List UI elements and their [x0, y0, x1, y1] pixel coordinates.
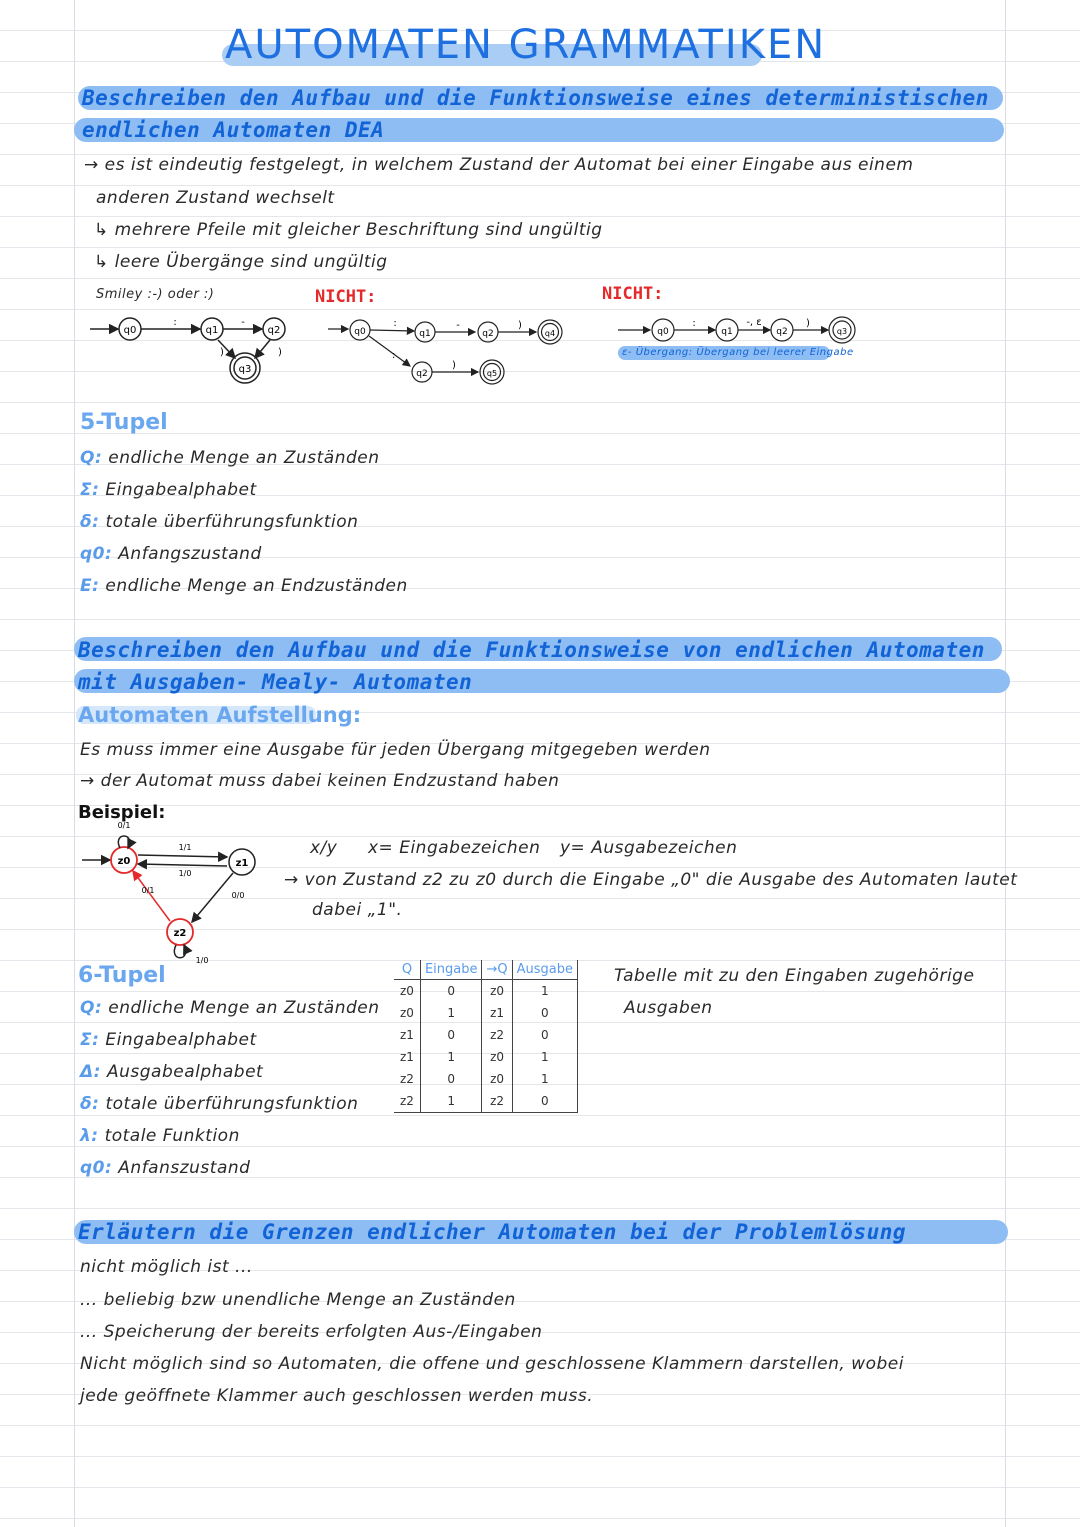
text-line: ... beliebig bzw unendliche Menge an Zuständen: [80, 1290, 516, 1310]
text-line: ↳ mehrere Pfeile mit gleicher Beschriftung sind ungültig: [94, 220, 603, 240]
tuple5-heading: 5-Tupel: [80, 410, 168, 435]
tuple5-item: δ: totale überführungsfunktion: [80, 512, 359, 532]
state-label: q1: [205, 325, 219, 336]
mealy-diagram: [80, 818, 280, 968]
automaten-aufstellung: Automaten Aufstellung:: [78, 703, 362, 727]
diagram-nicht-1: [328, 318, 562, 384]
right-margin-line: [1005, 0, 1006, 1527]
state-label: q1: [419, 329, 431, 339]
state-label: q2: [267, 325, 281, 336]
text-line: → der Automat muss dabei keinen Endzustand haben: [80, 771, 560, 791]
edge-label: 1/0: [178, 869, 192, 878]
xy-notation: x/y: [310, 838, 338, 858]
edge-label: ): [220, 347, 224, 358]
edge-label: :: [393, 318, 397, 329]
section3-heading: Erläutern die Grenzen endlicher Automaten bei der Problemlösung: [78, 1220, 907, 1244]
edge-label: 0/1: [117, 821, 131, 830]
edge-label: ): [806, 318, 810, 329]
state-label: q1: [721, 327, 733, 337]
tuple6-item: δ: totale überführungsfunktion: [80, 1094, 359, 1114]
table-row: z1 1 z0 1: [394, 1046, 577, 1068]
dea-diagrams: [80, 300, 980, 390]
table-header: Q: [394, 960, 420, 980]
state-label: q3: [836, 327, 848, 336]
edge-label: :: [392, 350, 396, 361]
text-line: nicht möglich ist ...: [80, 1257, 253, 1277]
table-header: Ausgabe: [512, 960, 577, 980]
table-row: z0 0 z0 1: [394, 980, 577, 1003]
state-label: z1: [235, 858, 249, 869]
transition-table: [394, 960, 578, 1113]
edge-label: 0/1: [141, 886, 155, 895]
text-line: Es muss immer eine Ausgabe für jeden Übergang mitgegeben werden: [80, 740, 711, 760]
table-row: z0 1 z1 0: [394, 1002, 577, 1024]
state-label: q2: [482, 329, 494, 339]
edge-label: 0/0: [231, 891, 245, 900]
table-caption-line2: Ausgaben: [624, 998, 713, 1018]
text-line: ↳ leere Übergänge sind ungültig: [94, 252, 388, 272]
state-label: q3: [238, 364, 252, 375]
state-label: q2: [776, 327, 788, 337]
text-line: ... Speicherung der bereits erfolgten Aus-/Eingaben: [80, 1322, 543, 1342]
table-caption-line1: Tabelle mit zu den Eingaben zugehörige: [614, 966, 975, 986]
edge-label: -: [456, 320, 460, 331]
edge-label: 1/0: [195, 956, 209, 965]
nicht-label: NICHT:: [315, 287, 377, 307]
tuple6-item: Q: endliche Menge an Zuständen: [80, 998, 380, 1018]
tuple6-item: λ: totale Funktion: [80, 1126, 240, 1146]
tuple6-item: Δ: Ausgabealphabet: [80, 1062, 264, 1082]
table-row: z2 0 z0 1: [394, 1068, 577, 1090]
explanation-line1: → von Zustand z2 zu z0 durch die Eingabe „0" die Ausgabe des Automaten lautet: [284, 870, 1018, 890]
edge-label: :: [173, 317, 177, 328]
state-label: q4: [544, 329, 556, 338]
diagram-nicht-2: [618, 317, 855, 343]
y-definition: y= Ausgabezeichen: [560, 838, 738, 858]
table-row: z2 1 z2 0: [394, 1090, 577, 1113]
state-label: q0: [657, 327, 669, 337]
diagram-label: Smiley :-) oder :): [96, 287, 215, 302]
section1-heading-line2: endlichen Automaten DEA: [82, 118, 385, 142]
edge-label: ): [452, 360, 456, 371]
state-label: q0: [354, 327, 366, 337]
state-label: q5: [486, 369, 498, 378]
state-label: q2: [416, 369, 428, 379]
table-header: Eingabe: [420, 960, 482, 980]
x-definition: x= Eingabezeichen: [368, 838, 541, 858]
text-line: jede geöffnete Klammer auch geschlossen werden muss.: [80, 1386, 594, 1406]
beispiel-label: Beispiel:: [78, 802, 166, 823]
section2-heading-line1: Beschreiben den Aufbau und die Funktionsweise von endlichen Automaten: [78, 638, 985, 662]
edge-label: -, ε: [746, 317, 762, 328]
left-margin-line: [74, 0, 75, 1527]
page-title: AUTOMATEN GRAMMATIKEN: [225, 22, 827, 68]
epsilon-note: ε- Übergang: Übergang bei leerer Eingabe: [622, 347, 854, 358]
tuple6-item: Σ: Eingabealphabet: [80, 1030, 257, 1050]
nicht-label: NICHT:: [602, 284, 664, 304]
state-label: q0: [123, 325, 137, 336]
tuple5-item: E: endliche Menge an Endzuständen: [80, 576, 408, 596]
text-line: anderen Zustand wechselt: [96, 188, 335, 208]
diagram-smiley: [90, 317, 285, 383]
tuple5-item: Σ: Eingabealphabet: [80, 480, 257, 500]
edge-label: -: [241, 317, 245, 328]
state-label: z0: [117, 856, 131, 867]
table-header: →Q: [482, 960, 512, 980]
edge-label: ): [278, 347, 282, 358]
section2-heading-line2: mit Ausgaben- Mealy- Automaten: [78, 670, 473, 694]
text-line: → es ist eindeutig festgelegt, in welchem Zustand der Automat bei einer Eingabe aus einem: [84, 155, 914, 175]
tuple6-heading: 6-Tupel: [78, 963, 166, 988]
section1-heading-line1: Beschreiben den Aufbau und die Funktionsweise eines deterministischen: [82, 86, 989, 110]
tuple5-item: q0: Anfangszustand: [80, 544, 262, 564]
edge-label: :: [692, 318, 696, 329]
table-row: z1 0 z2 0: [394, 1024, 577, 1046]
state-label: z2: [173, 928, 187, 939]
explanation-line2: dabei „1".: [312, 900, 403, 920]
text-line: Nicht möglich sind so Automaten, die offene und geschlossene Klammern darstellen, wobei: [80, 1354, 904, 1374]
tuple6-item: q0: Anfanszustand: [80, 1158, 251, 1178]
tuple5-item: Q: endliche Menge an Zuständen: [80, 448, 380, 468]
edge-label: 1/1: [178, 843, 192, 852]
edge-label: ): [518, 320, 522, 331]
